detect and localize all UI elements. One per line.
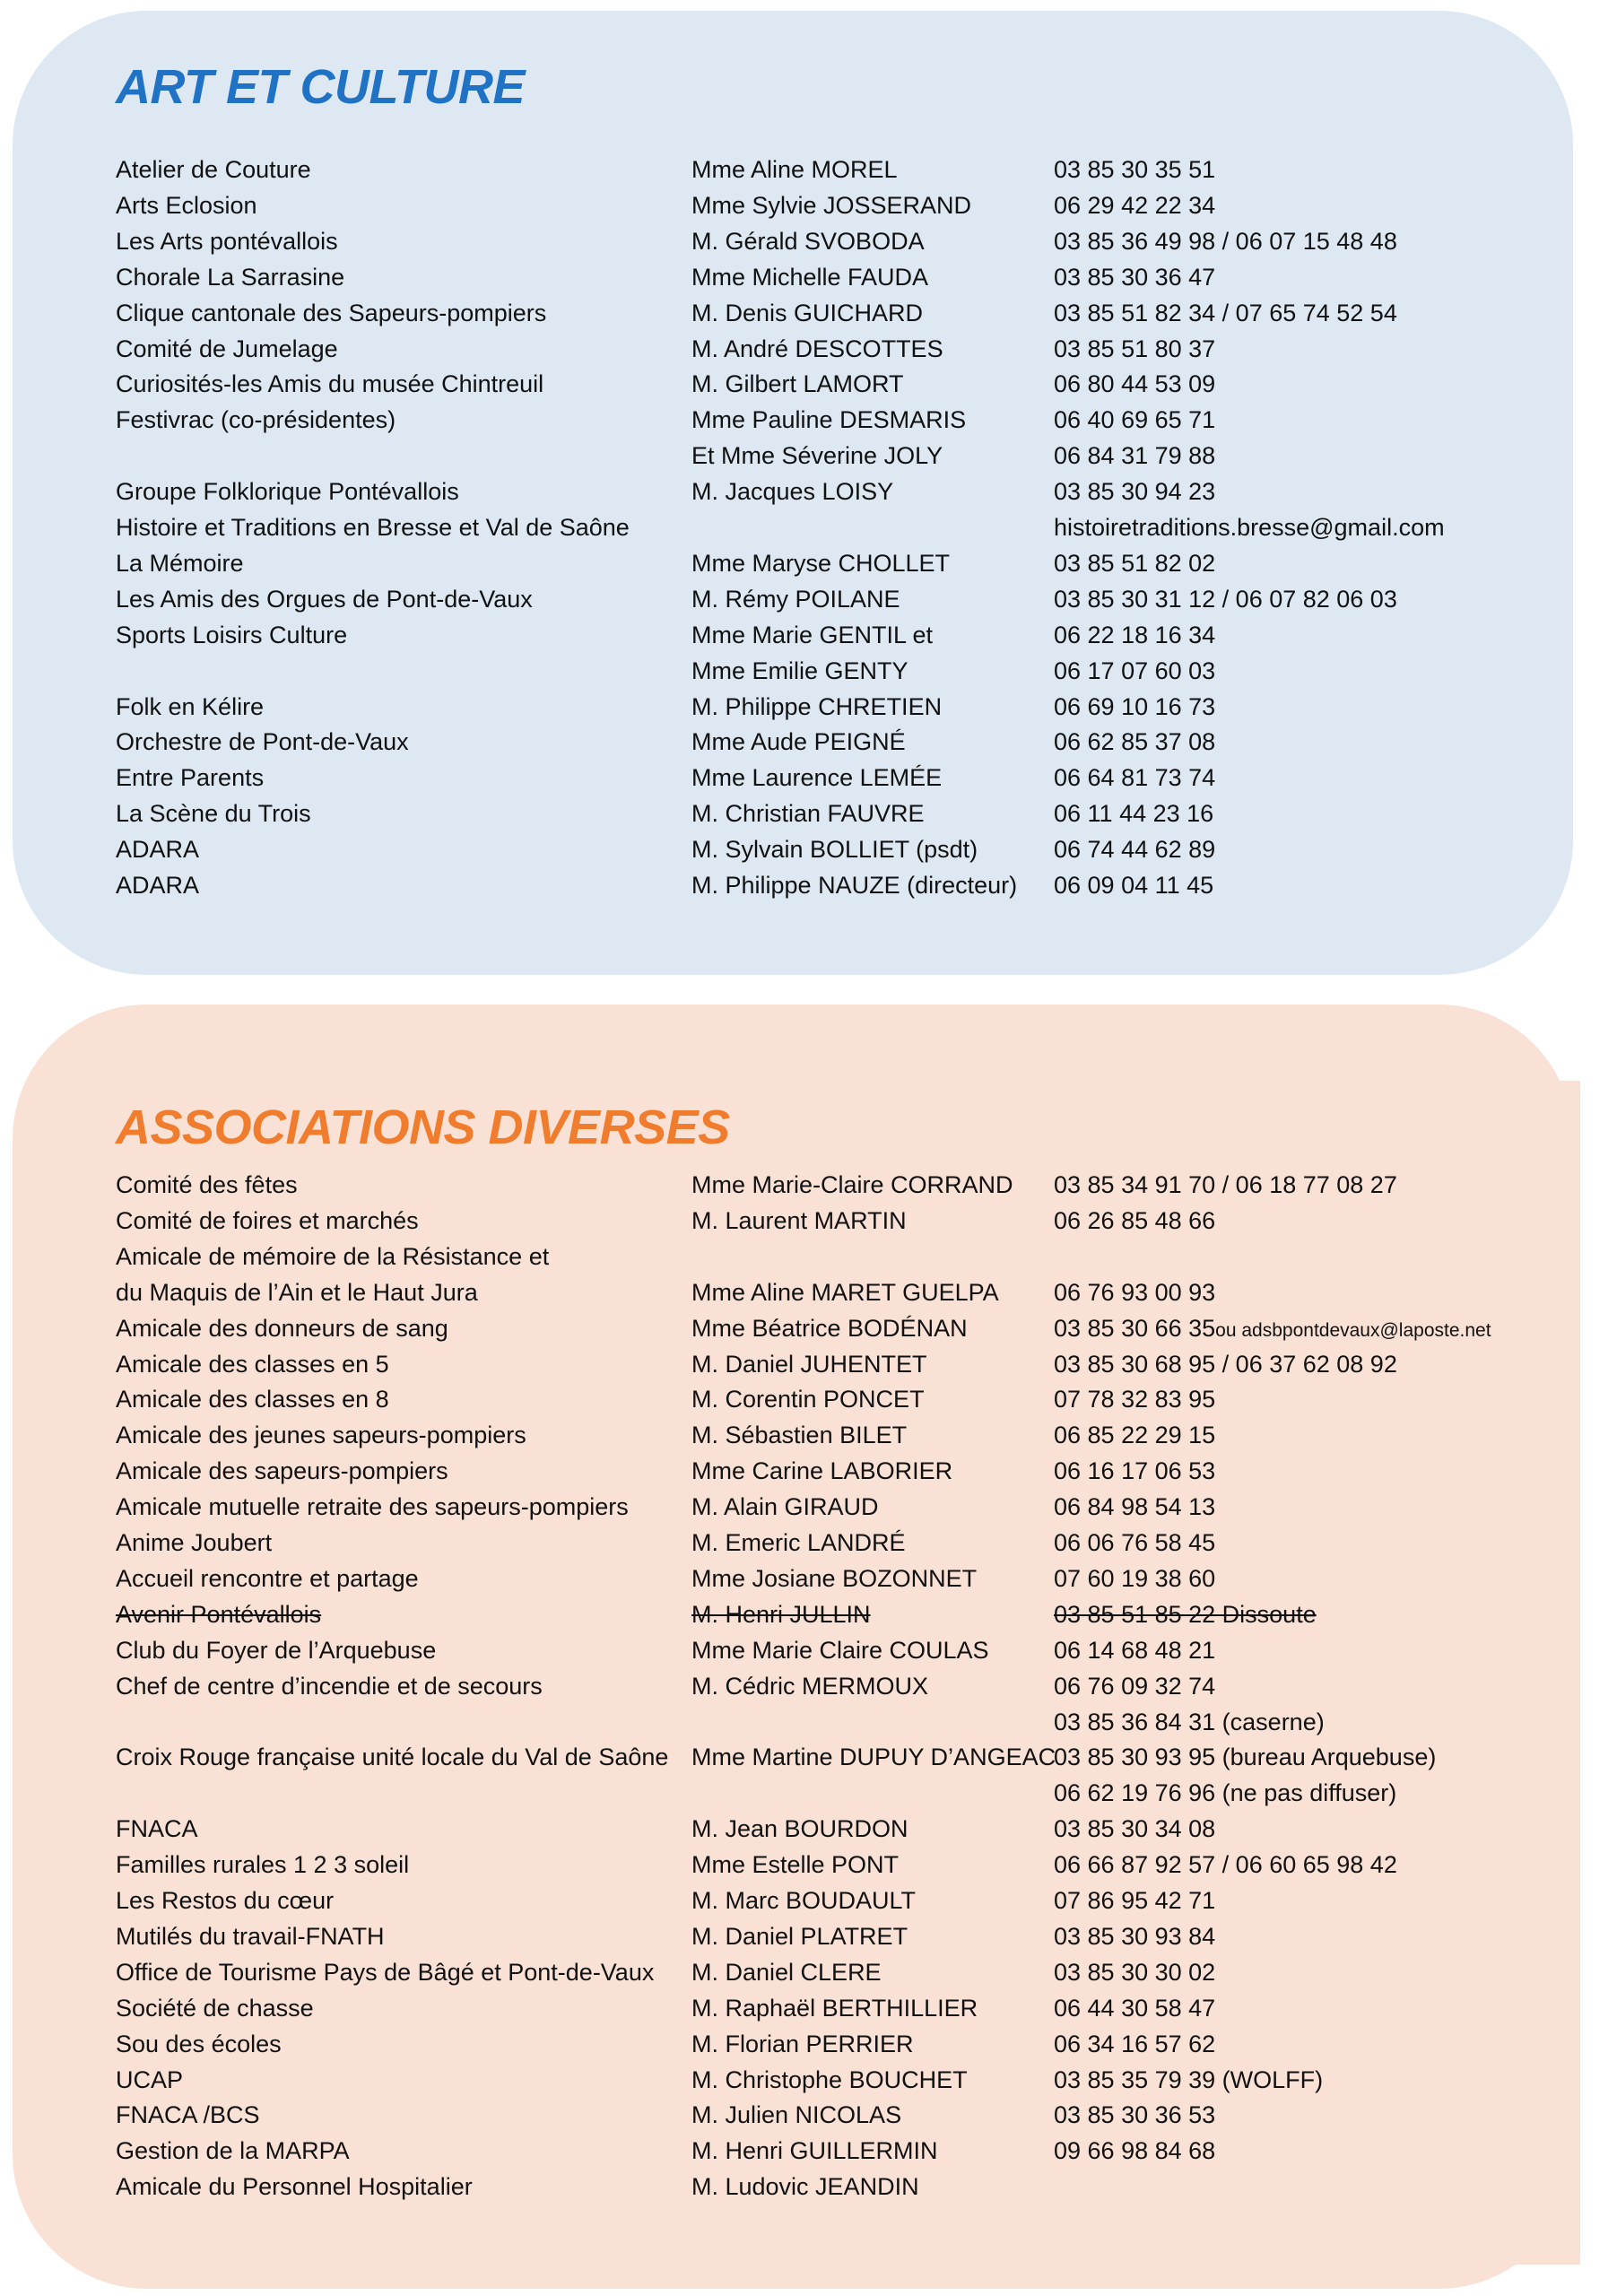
organization-name: Groupe Folklorique Pontévallois <box>116 478 459 506</box>
contact-name: Mme Estelle PONT <box>691 1851 900 1879</box>
contact-name: M. Laurent MARTIN <box>691 1206 907 1234</box>
phone-number: 03 85 30 68 95 / 06 37 62 08 92 <box>1054 1350 1397 1378</box>
organization-name: Sou des écoles <box>116 2030 282 2057</box>
phone-number: 06 16 17 06 53 <box>1054 1457 1216 1485</box>
list-item <box>0 1490 1617 1524</box>
list-item <box>0 152 1617 187</box>
contact-name: M. Philippe NAUZE (directeur) <box>691 872 1018 899</box>
list-item <box>0 725 1617 759</box>
contact-name: Mme Marie-Claire CORRAND <box>691 1171 1013 1198</box>
organization-name: Clique cantonale des Sapeurs-pompiers <box>116 299 547 326</box>
contact-name: M. Philippe CHRETIEN <box>691 692 943 720</box>
contact-name: M. Gérald SVOBODA <box>691 227 925 255</box>
phone-number: 03 85 30 34 08 <box>1054 1815 1216 1843</box>
list-item <box>0 654 1617 688</box>
list-item <box>0 188 1617 222</box>
contact-name: M. Corentin PONCET <box>691 1386 925 1413</box>
organization-name: ADARA <box>116 872 200 899</box>
phone-number: 06 62 19 76 96 (ne pas diffuser) <box>1054 1779 1397 1807</box>
contact-name: Mme Béatrice BODÉNAN <box>691 1314 968 1342</box>
organization-name: Gestion de la MARPA <box>116 2137 350 2165</box>
organization-name: Les Amis des Orgues de Pont-de-Vaux <box>116 585 533 613</box>
contact-name: M. Christian FAUVRE <box>691 800 925 828</box>
phone-number: 06 69 10 16 73 <box>1054 692 1216 720</box>
phone-number: 03 85 30 93 84 <box>1054 1922 1216 1950</box>
list-item <box>0 2027 1617 2061</box>
contact-name: Mme Marie Claire COULAS <box>691 1636 989 1664</box>
organization-name: Curiosités-les Amis du musée Chintreuil <box>116 370 544 398</box>
organization-name: Amicale des classes en 5 <box>116 1350 389 1378</box>
phone-number: 03 85 51 80 37 <box>1054 335 1216 362</box>
contact-name: M. Denis GUICHARD <box>691 299 924 326</box>
phone-number: 03 85 35 79 39 (WOLFF) <box>1054 2066 1324 2093</box>
phone-number: 06 26 85 48 66 <box>1054 1206 1216 1234</box>
organization-name: Festivrac (co-présidentes) <box>116 406 396 434</box>
organization-name: Société de chasse <box>116 1994 314 2022</box>
organization-name: Office de Tourisme Pays de Bâgé et Pont-de-Vaux <box>116 1958 655 1986</box>
phone-number: 03 85 30 30 02 <box>1054 1958 1216 1986</box>
contact-name: Mme Laurence LEMÉE <box>691 764 943 792</box>
contact-name: Mme Emilie GENTY <box>691 657 908 684</box>
phone-number: 03 85 51 82 02 <box>1054 549 1216 577</box>
organization-name: Amicale des donneurs de sang <box>116 1314 448 1342</box>
organization-name: Orchestre de Pont-de-Vaux <box>116 728 409 756</box>
phone-number: 06 22 18 16 34 <box>1054 621 1216 648</box>
phone-number: 06 76 09 32 74 <box>1054 1672 1216 1700</box>
contact-name: Et Mme Séverine JOLY <box>691 442 943 470</box>
organization-name: Entre Parents <box>116 764 265 792</box>
organization-name: Amicale de mémoire de la Résistance et <box>116 1242 550 1270</box>
list-item <box>0 796 1617 831</box>
organization-name: Amicale des classes en 8 <box>116 1386 389 1413</box>
organization-name: FNACA <box>116 1815 198 1843</box>
phone-number: 03 85 30 66 35 <box>1054 1314 1216 1342</box>
list-item <box>0 1955 1617 1989</box>
organization-name: Les Arts pontévallois <box>116 227 338 255</box>
phone-number: 06 40 69 65 71 <box>1054 406 1216 434</box>
phone-number: 03 85 51 82 34 / 07 65 74 52 54 <box>1054 299 1397 326</box>
contact-name: Mme Marie GENTIL et <box>691 621 934 648</box>
list-item <box>0 1275 1617 1309</box>
organization-name: Amicale du Personnel Hospitalier <box>116 2173 473 2201</box>
phone-number: 03 85 30 94 23 <box>1054 478 1216 506</box>
contact-name: M. Alain GIRAUD <box>691 1493 879 1521</box>
list-item <box>0 1597 1617 1631</box>
contact-name: M. Christophe BOUCHET <box>691 2066 968 2093</box>
list-item <box>0 2134 1617 2168</box>
list-item <box>0 1883 1617 1918</box>
contact-name: M. Marc BOUDAULT <box>691 1887 917 1914</box>
phone-number: 06 06 76 58 45 <box>1054 1529 1216 1556</box>
list-item <box>0 1239 1617 1274</box>
organization-name: Chef de centre d’incendie et de secours <box>116 1672 543 1700</box>
list-item <box>0 1740 1617 1774</box>
phone-number: 07 60 19 38 60 <box>1054 1564 1216 1592</box>
contact-name: M. Sébastien BILET <box>691 1422 908 1449</box>
contact-name: Mme Josiane BOZONNET <box>691 1564 978 1592</box>
contact-name: Mme Aude PEIGNÉ <box>691 728 906 756</box>
organization-name: Club du Foyer de l’Arquebuse <box>116 1636 437 1664</box>
contact-name: M. Emeric LANDRÉ <box>691 1529 906 1556</box>
list-item <box>0 474 1617 509</box>
organization-name: Accueil rencontre et partage <box>116 1564 419 1592</box>
organization-name: Les Restos du cœur <box>116 1887 335 1914</box>
organization-name: Arts Eclosion <box>116 191 257 219</box>
list-item <box>0 332 1617 366</box>
phone-number: 03 85 30 31 12 / 06 07 82 06 03 <box>1054 585 1397 613</box>
phone-number: 06 76 93 00 93 <box>1054 1278 1216 1306</box>
phone-number: 06 14 68 48 21 <box>1054 1636 1216 1664</box>
contact-name: Mme Pauline DESMARIS <box>691 406 967 434</box>
organization-name: La Scène du Trois <box>116 800 311 828</box>
contact-name: M. Daniel PLATRET <box>691 1922 908 1950</box>
list-item <box>0 618 1617 652</box>
organization-name: Comité de foires et marchés <box>116 1206 419 1234</box>
phone-number: 09 66 98 84 68 <box>1054 2137 1216 2165</box>
list-item <box>0 1347 1617 1381</box>
contact-name: M. Daniel JUHENTET <box>691 1350 927 1378</box>
list-item <box>0 761 1617 795</box>
contact-name: M. Gilbert LAMORT <box>691 370 904 398</box>
list-item <box>0 510 1617 544</box>
contact-name: M. Raphaël BERTHILLIER <box>691 1994 978 2022</box>
organization-name: Atelier de Couture <box>116 156 311 183</box>
list-item <box>0 1812 1617 1846</box>
list-item <box>0 2063 1617 2097</box>
contact-name: Mme Carine LABORIER <box>691 1457 953 1485</box>
contact-name: Mme Maryse CHOLLET <box>691 549 951 577</box>
phone-number: 03 85 36 49 98 / 06 07 15 48 48 <box>1054 227 1397 255</box>
phone-number: 06 34 16 57 62 <box>1054 2030 1216 2057</box>
contact-name: Mme Sylvie JOSSERAND <box>691 191 972 219</box>
phone-number: 06 85 22 29 15 <box>1054 1422 1216 1449</box>
phone-number: 06 29 42 22 34 <box>1054 191 1216 219</box>
list-item <box>0 1526 1617 1560</box>
list-item <box>0 224 1617 258</box>
phone-number: 07 78 32 83 95 <box>1054 1386 1216 1413</box>
organization-name: Sports Loisirs Culture <box>116 621 348 648</box>
contact-name: Mme Aline MOREL <box>691 156 898 183</box>
contact-name: M. Daniel CLERE <box>691 1958 882 1986</box>
organization-name: Amicale des jeunes sapeurs-pompiers <box>116 1422 526 1449</box>
phone-number: 03 85 30 36 53 <box>1054 2101 1216 2129</box>
phone-number: 03 85 30 35 51 <box>1054 156 1216 183</box>
contact-name: Mme Aline MARET GUELPA <box>691 1278 999 1306</box>
organization-name: Histoire et Traditions en Bresse et Val de Saône <box>116 514 630 541</box>
phone-number: 06 84 31 79 88 <box>1054 442 1216 470</box>
list-item <box>0 2170 1617 2204</box>
phone-number: 06 64 81 73 74 <box>1054 764 1216 792</box>
organization-name: Chorale La Sarrasine <box>116 263 345 291</box>
phone-cell <box>1054 1311 1491 1348</box>
contact-name: M. Sylvain BOLLIET (psdt) <box>691 836 978 864</box>
contact-name: M. Julien NICOLAS <box>691 2101 902 2129</box>
contact-name: Mme Martine DUPUY D’ANGEAC <box>691 1744 1056 1771</box>
list-item <box>0 1418 1617 1452</box>
contact-name: M. André DESCOTTES <box>691 335 943 362</box>
organization-name: Anime Joubert <box>116 1529 273 1556</box>
organization-name: Familles rurales 1 2 3 soleil <box>116 1851 410 1879</box>
organization-name: Mutilés du travail-FNATH <box>116 1922 385 1950</box>
organization-name: Avenir Pontévallois <box>116 1600 322 1628</box>
list-item <box>0 1705 1617 1739</box>
contact-name: M. Florian PERRIER <box>691 2030 914 2057</box>
associations-title: ASSOCIATIONS DIVERSES <box>116 1100 730 1154</box>
email-address: ou adsbpontdevaux@laposte.net <box>1215 1319 1491 1341</box>
organization-name: Amicale des sapeurs-pompiers <box>116 1457 448 1485</box>
phone-number: 03 85 30 93 95 (bureau Arquebuse) <box>1054 1744 1437 1771</box>
phone-number: 06 62 85 37 08 <box>1054 728 1216 756</box>
list-item <box>0 2098 1617 2132</box>
organization-name: du Maquis de l’Ain et le Haut Jura <box>116 1278 478 1306</box>
organization-name: UCAP <box>116 2066 184 2093</box>
list-item <box>0 1919 1617 1953</box>
list-item <box>0 1168 1617 1202</box>
contact-name: M. Henri GUILLERMIN <box>691 2137 938 2165</box>
list-item <box>0 690 1617 724</box>
phone-number: 07 86 95 42 71 <box>1054 1887 1216 1914</box>
phone-number: 03 85 36 84 31 (caserne) <box>1054 1708 1325 1735</box>
phone-number: 06 66 87 92 57 / 06 60 65 98 42 <box>1054 1851 1397 1879</box>
list-item <box>0 582 1617 616</box>
list-item <box>0 260 1617 294</box>
organization-name: Comité des fêtes <box>116 1171 298 1198</box>
list-item <box>0 1776 1617 1810</box>
list-item <box>0 1633 1617 1667</box>
list-item <box>0 439 1617 473</box>
phone-number: 03 85 34 91 70 / 06 18 77 08 27 <box>1054 1171 1397 1198</box>
list-item <box>0 546 1617 580</box>
phone-number: 03 85 51 85 22 Dissoute <box>1054 1600 1317 1628</box>
phone-number: 06 11 44 23 16 <box>1054 800 1214 828</box>
list-item <box>0 832 1617 866</box>
list-item <box>0 1311 1617 1345</box>
list-item <box>0 1669 1617 1703</box>
list-item <box>0 1561 1617 1596</box>
phone-number: 06 17 07 60 03 <box>1054 657 1216 684</box>
contact-name: M. Jacques LOISY <box>691 478 894 506</box>
list-item <box>0 1204 1617 1238</box>
phone-number: 06 44 30 58 47 <box>1054 1994 1216 2022</box>
list-item <box>0 403 1617 437</box>
list-item <box>0 1454 1617 1488</box>
list-item <box>0 1991 1617 2025</box>
contact-name: M. Ludovic JEANDIN <box>691 2173 919 2201</box>
contact-name: M. Cédric MERMOUX <box>691 1672 929 1700</box>
organization-name: Comité de Jumelage <box>116 335 338 362</box>
list-item <box>0 1382 1617 1416</box>
phone-number: 06 74 44 62 89 <box>1054 836 1216 864</box>
organization-name: ADARA <box>116 836 200 864</box>
contact-name: M. Henri JULLIN <box>691 1600 871 1628</box>
list-item <box>0 367 1617 401</box>
phone-number: 06 84 98 54 13 <box>1054 1493 1216 1521</box>
phone-number: 06 09 04 11 45 <box>1054 872 1214 899</box>
phone-number: 06 80 44 53 09 <box>1054 370 1216 398</box>
list-item <box>0 296 1617 330</box>
organization-name: Croix Rouge française unité locale du Val de Saône <box>116 1744 669 1771</box>
list-item <box>0 1848 1617 1882</box>
organization-name: La Mémoire <box>116 549 244 577</box>
organization-name: Amicale mutuelle retraite des sapeurs-pompiers <box>116 1493 629 1521</box>
list-item <box>0 868 1617 902</box>
phone-number: 03 85 30 36 47 <box>1054 263 1216 291</box>
contact-name: M. Jean BOURDON <box>691 1815 908 1843</box>
phone-number: histoiretraditions.bresse@gmail.com <box>1054 514 1445 541</box>
contact-name: Mme Michelle FAUDA <box>691 263 929 291</box>
organization-name: FNACA /BCS <box>116 2101 260 2129</box>
contact-name: M. Rémy POILANE <box>691 585 900 613</box>
art-culture-title: ART ET CULTURE <box>116 60 525 114</box>
organization-name: Folk en Kélire <box>116 692 265 720</box>
